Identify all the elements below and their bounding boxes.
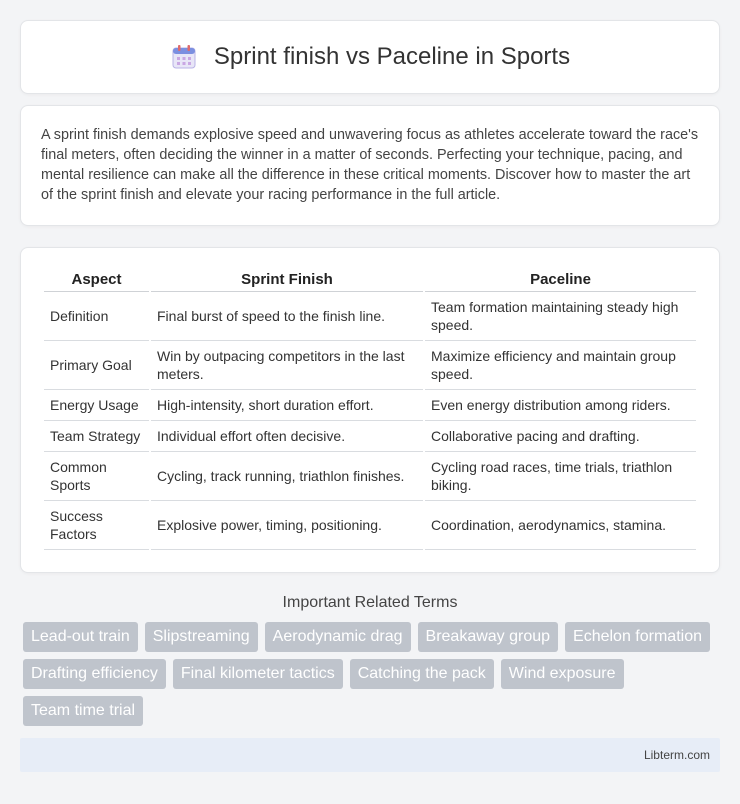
tag-team-time-trial[interactable]: Team time trial xyxy=(23,696,143,726)
header-sprint-finish: Sprint Finish xyxy=(151,269,423,292)
header-paceline: Paceline xyxy=(425,269,696,292)
tag-slipstreaming[interactable]: Slipstreaming xyxy=(145,622,258,652)
table-row xyxy=(44,292,696,341)
comparison-card xyxy=(20,247,720,573)
cell-aspect: Team Strategy xyxy=(44,421,149,452)
intro-card xyxy=(20,105,720,226)
cell-aspect: Success Factors xyxy=(44,501,149,550)
header-aspect: Aspect xyxy=(44,269,149,292)
title-card xyxy=(20,20,720,94)
comparison-table xyxy=(42,269,698,550)
cell-paceline: Coordination, aerodynamics, stamina. xyxy=(425,501,696,550)
tag-echelon-formation[interactable]: Echelon formation xyxy=(565,622,710,652)
related-terms-tags xyxy=(20,622,720,726)
cell-sprint-finish: Final burst of speed to the finish line. xyxy=(151,292,423,341)
table-row xyxy=(44,421,696,452)
intro-text: A sprint finish demands explosive speed and unwavering focus as athletes accelerate toward the race's final meters, often deciding the winner in a matter of seconds. Perfecting your technique, pacing, and mental resilience can make all the difference in these critical moments. Discover how to master the art of the sprint finish and elevate your racing performance in the full article. xyxy=(41,127,699,203)
table-row xyxy=(44,341,696,390)
cell-sprint-finish: Individual effort often decisive. xyxy=(151,421,423,452)
cell-paceline: Cycling road races, time trials, triathlon biking. xyxy=(425,452,696,501)
cell-aspect: Energy Usage xyxy=(44,390,149,421)
cell-paceline: Maximize efficiency and maintain group speed. xyxy=(425,341,696,390)
cell-sprint-finish: Explosive power, timing, positioning. xyxy=(151,501,423,550)
tag-drafting-efficiency[interactable]: Drafting efficiency xyxy=(23,659,166,689)
table-header-row xyxy=(44,269,696,292)
cell-paceline: Collaborative pacing and drafting. xyxy=(425,421,696,452)
page-title: Sprint finish vs Paceline in Sports xyxy=(213,43,571,70)
footer xyxy=(20,738,720,772)
calendar-icon xyxy=(170,43,198,71)
tag-final-kilometer-tactics[interactable]: Final kilometer tactics xyxy=(173,659,343,689)
tag-catching-the-pack[interactable]: Catching the pack xyxy=(350,659,494,689)
cell-paceline: Even energy distribution among riders. xyxy=(425,390,696,421)
tag-wind-exposure[interactable]: Wind exposure xyxy=(501,659,624,689)
cell-aspect: Primary Goal xyxy=(44,341,149,390)
table-row xyxy=(44,501,696,550)
cell-paceline: Team formation maintaining steady high speed. xyxy=(425,292,696,341)
cell-sprint-finish: Cycling, track running, triathlon finishes. xyxy=(151,452,423,501)
cell-sprint-finish: High-intensity, short duration effort. xyxy=(151,390,423,421)
table-row xyxy=(44,390,696,421)
cell-aspect: Definition xyxy=(44,292,149,341)
table-row xyxy=(44,452,696,501)
footer-brand-link[interactable]: Libterm.com xyxy=(643,748,710,762)
tag-lead-out-train[interactable]: Lead-out train xyxy=(23,622,138,652)
tag-aerodynamic-drag[interactable]: Aerodynamic drag xyxy=(265,622,411,652)
related-terms-title: Important Related Terms xyxy=(282,594,458,611)
cell-sprint-finish: Win by outpacing competitors in the last meters. xyxy=(151,341,423,390)
related-terms-section xyxy=(20,594,720,726)
cell-aspect: Common Sports xyxy=(44,452,149,501)
tag-breakaway-group[interactable]: Breakaway group xyxy=(418,622,559,652)
